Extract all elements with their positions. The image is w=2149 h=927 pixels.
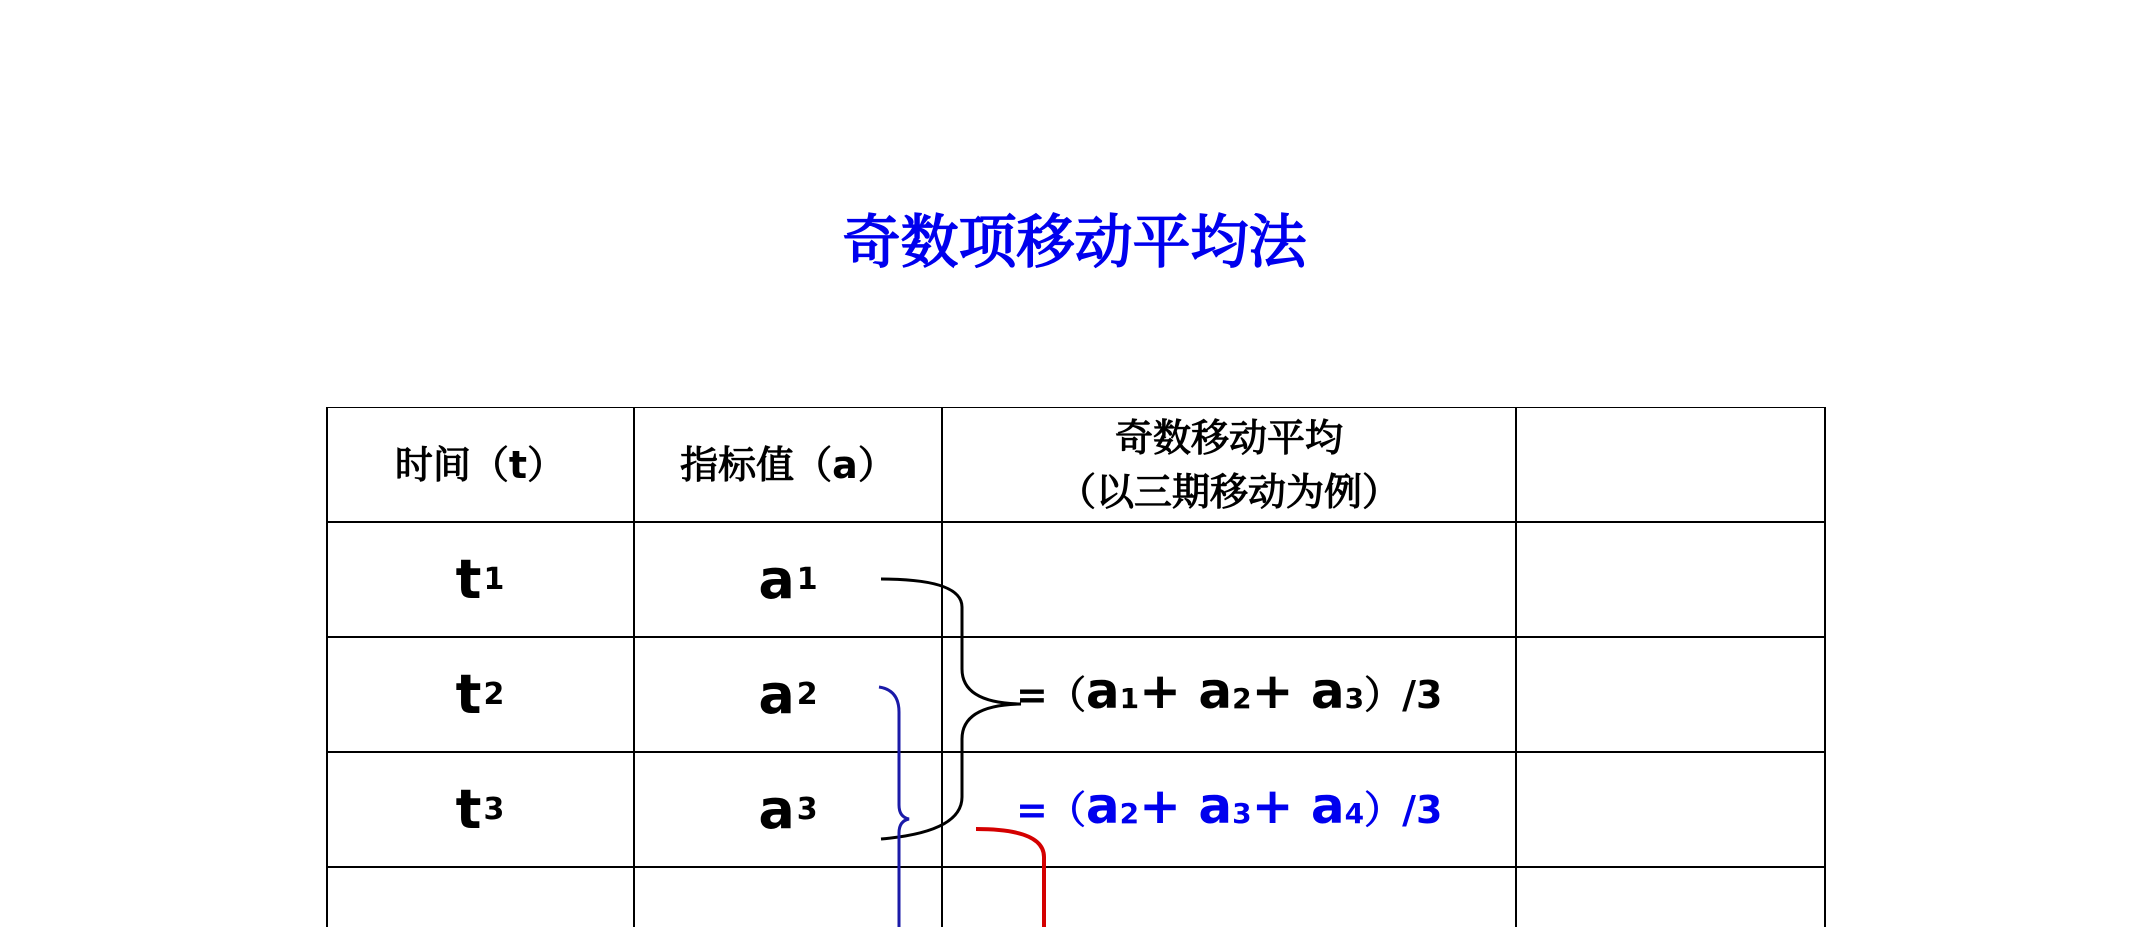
formula-open: =（ [1016,788,1086,832]
formula-close: ）/3 [1364,788,1443,832]
red-curly-brace [976,829,1044,927]
value-subscript: 1 [796,562,818,597]
formula-open: =（ [1016,673,1086,717]
formula-subscript: 1 [1119,682,1140,715]
formula-subscript: 4 [1344,797,1365,830]
time-subscript: 3 [483,792,505,827]
black-curly-brace [881,579,1021,839]
formula-subscript: 3 [1232,797,1252,830]
formula-subscript: 2 [1232,682,1252,715]
blue-curly-brace [879,687,909,927]
formula-subscript: 3 [1344,682,1365,715]
time-symbol: t [455,548,482,611]
header-moving-average-line1: 奇数移动平均 [1114,415,1343,460]
moving-average-table [326,407,1826,927]
formula-close: ）/3 [1364,673,1443,717]
header-time-label: 时间（t） [394,442,566,487]
page-title: 奇数项移动平均法 [842,208,1307,276]
brace-overlay [326,407,1826,927]
formula-term: + a [1251,777,1345,835]
value-symbol: a [758,548,795,611]
value-symbol: a [758,778,795,841]
header-value-label: 指标值（a） [680,442,896,487]
time-subscript: 2 [483,677,505,712]
formula-term: + a [1251,662,1345,720]
formula-term: a [1085,662,1120,720]
value-subscript: 2 [796,677,818,712]
value-subscript: 3 [796,792,818,827]
value-symbol: a [758,663,795,726]
formula-subscript: 2 [1119,797,1140,830]
time-symbol: t [455,663,482,726]
time-subscript: 1 [483,562,505,597]
formula-term: a [1085,777,1120,835]
header-moving-average-line2: （以三期移动为例） [1057,469,1400,514]
formula-term: + a [1139,777,1233,835]
time-symbol: t [455,778,482,841]
formula-term: + a [1139,662,1233,720]
